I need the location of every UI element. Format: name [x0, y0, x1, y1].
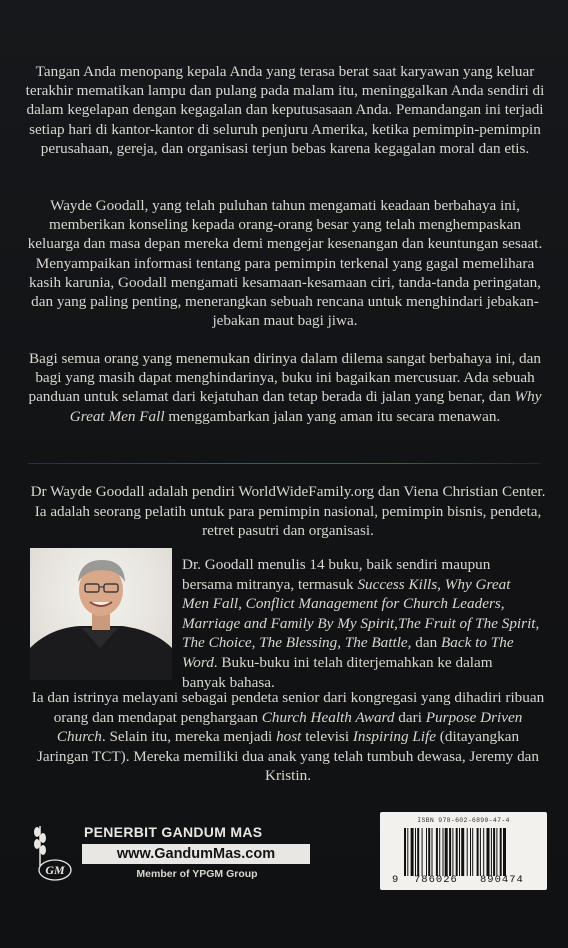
publisher-name: PENERBIT GANDUM MAS [84, 824, 263, 840]
author-photo [30, 548, 172, 680]
award-name: Church Health Award [261, 708, 395, 726]
book-title: Back to The Word [182, 634, 514, 671]
barcode-digits-right: 890474 [480, 874, 524, 886]
barcode-bars [404, 828, 540, 876]
barcode-digit-first: 9 [392, 874, 400, 886]
barcode-bar [449, 828, 451, 876]
author-bio-paragraph-1: Dr Wayde Goodall adalah pendiri WorldWideFamily.org dan Viena Christian Center. Ia adalah seorang pelatih untuk para pemimpin nasional, pemimpin bisnis, pendeta, retret pasutri dan organisasi. [30, 483, 546, 540]
barcode-bar [422, 828, 423, 876]
bio-text: televisi [301, 728, 353, 746]
bio-text: Ia dan istrinya melayani sebagai pendeta senior dari kongregasi yang dihadiri ribuan orang dan mendapat penghargaan [31, 689, 545, 726]
barcode-bar [487, 828, 490, 876]
barcode-bar [407, 828, 408, 876]
barcode-bar [461, 828, 464, 876]
logo-text: GM [45, 863, 65, 877]
book-titles: Success Kills, Why Great Men Fall, Conflict Management for Church Leaders, Marriage and Family By My Spirit,The Fruit of The Spirit, The Choice, The Blessing, The Battle, [182, 575, 540, 652]
barcode-bar [426, 828, 427, 876]
publisher-logo-icon [30, 822, 80, 884]
barcode-bar [411, 828, 414, 876]
barcode-digits-left: 786026 [414, 874, 458, 886]
author-bio-paragraph-3 [30, 688, 546, 786]
barcode-bar [500, 828, 502, 876]
organization-name: Purpose Driven Church [56, 708, 523, 746]
blurb-text: menggambarkan jalan yang aman itu secara menawan. [164, 407, 501, 425]
section-divider [28, 463, 540, 464]
blurb-text: Bagi semua orang yang menemukan dirinya dalam dilema sangat berbahaya ini, dan bagi yang masih dapat menghindarinya, buku ini bagaikan mercusuar. Ada sebuah panduan untuk selamat dari kejatuhan dan tetap berada di jalan yang benar, dan [28, 350, 541, 406]
barcode-bar [436, 828, 438, 876]
barcode-bar [452, 828, 453, 876]
barcode-bar [503, 828, 506, 876]
barcode-bar [480, 828, 481, 876]
bio-text: . Selain itu, mereka menjadi [101, 728, 277, 746]
barcode-bar [439, 828, 440, 876]
publisher-block [30, 822, 300, 884]
book-title: Why Great Men Fall [69, 388, 542, 425]
barcode-bar [491, 828, 492, 876]
tv-show-name: Inspiring Life [352, 728, 436, 746]
barcode-bar [467, 828, 468, 876]
publisher-member-text: Member of YPGM Group [136, 868, 258, 880]
barcode-bar [428, 828, 430, 876]
author-portrait [30, 548, 172, 680]
barcode-bar [493, 828, 495, 876]
barcode-bar [415, 828, 416, 876]
bio-text: . Buku-buku ini telah diterjemahkan ke dalam banyak bahasa. [182, 653, 493, 691]
barcode-bar [445, 828, 448, 876]
barcode-bar [456, 828, 458, 876]
barcode-bar [459, 828, 460, 876]
barcode-bar [470, 828, 471, 876]
host-word: host [276, 728, 302, 746]
publisher-url: www.GandumMas.com [82, 844, 310, 864]
barcode-bar [443, 828, 444, 876]
isbn-label: ISBN 978-602-6890-47-4 [417, 817, 510, 824]
bio-text: Dr. Goodall menulis 14 buku, baik sendiri maupun bersama mitranya, termasuk [182, 556, 491, 593]
author-bio-paragraph-2 [182, 555, 540, 692]
blurb-paragraph-3 [22, 349, 548, 426]
blurb-paragraph-1: Tangan Anda menopang kepala Anda yang terasa berat saat karyawan yang keluar terakhir mematikan lampu dan pulang pada malam itu, meninggalkan Anda sendiri di dalam kegelapan dengan kegagalan dan keputusasaan Anda. Pemandangan ini terjadi setiap hari di kantor-kantor di seluruh penjuru Amerika, ketika pemimpin-pemimpin perusahaan, gereja, dan organisasi terjun bebas karena kegagalan moral dan etis. [25, 63, 545, 157]
barcode-bar [496, 828, 497, 876]
barcode-bar [483, 828, 484, 876]
barcode-bar [472, 828, 473, 876]
bio-text: (ditayangkan Jaringan TCT). Mereka memiliki dua anak yang telah tumbuh dewasa, Jeremy dan Kristin. [36, 728, 540, 785]
barcode-bar [432, 828, 433, 876]
barcode-bar [477, 828, 479, 876]
barcode-bar [404, 828, 406, 876]
bio-text: dari [394, 708, 426, 726]
barcode-bar [417, 828, 419, 876]
bio-text: dan [411, 634, 442, 652]
isbn-barcode [380, 812, 547, 890]
blurb-paragraph-2: Wayde Goodall, yang telah puluhan tahun mengamati keadaan berbahaya ini, memberikan konseling kepada orang-orang besar yang telah menghempaskan keluarga dan masa depan mereka demi mengejar kesenangan dan keuntungan sesaat. Menyampaikan informasi tentang para pemimpin terkenal yang gagal memelihara kasih karunia, Goodall mengamati kesamaan-kesamaan ciri, tanda-tanda peringatan, dan yang paling penting, menerangkan sebuah rencana untuk menghindari jebakan-jebakan maut bagi jiwa. [27, 197, 543, 330]
